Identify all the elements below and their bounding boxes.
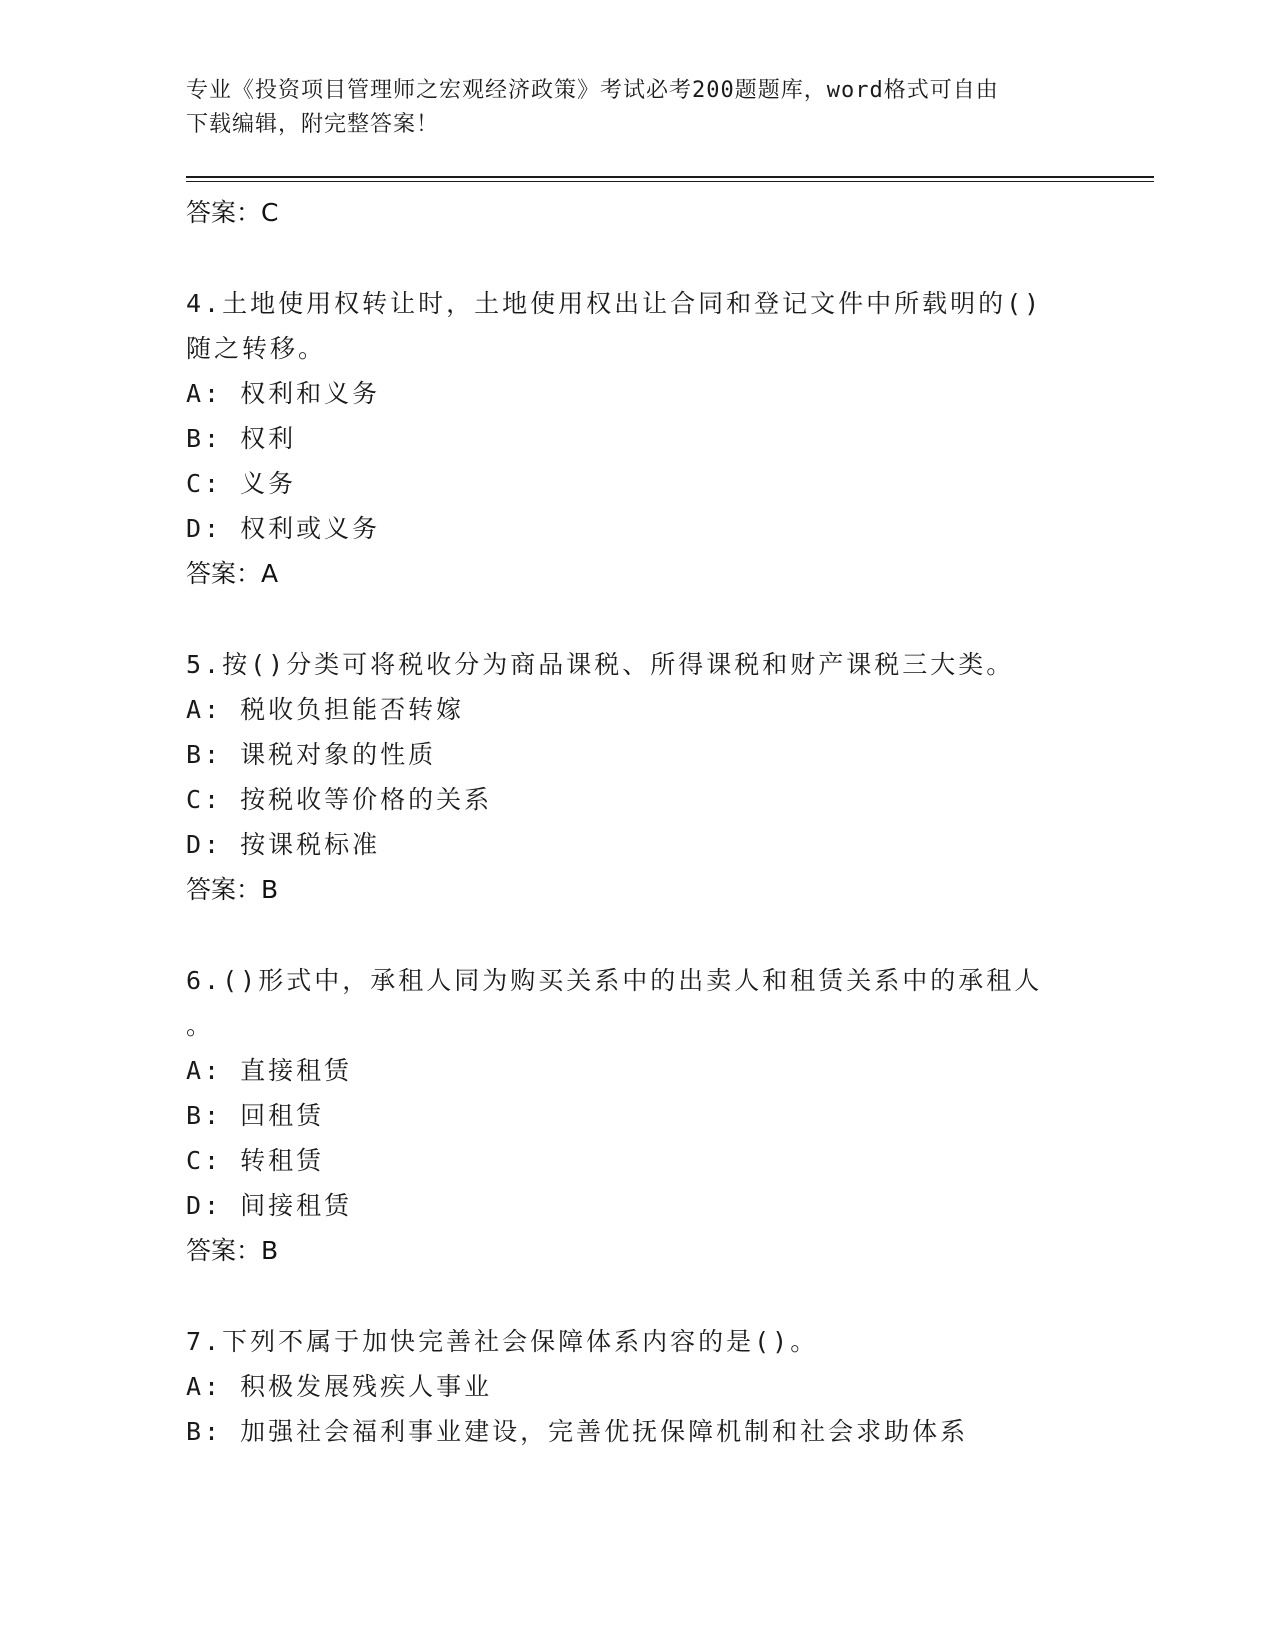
option-c: C: 转租赁	[186, 1146, 325, 1175]
question-4	[186, 281, 1086, 597]
answer: 答案：A	[186, 559, 279, 588]
question-stem	[186, 958, 1086, 1048]
question-stem	[186, 642, 1086, 687]
option-d: D: 权利或义务	[186, 514, 381, 543]
question-stem	[186, 1319, 1086, 1364]
option-c: C: 义务	[186, 469, 297, 498]
header-divider-thin	[186, 181, 1154, 182]
header-divider-thick	[186, 176, 1154, 178]
option-d: D: 间接租赁	[186, 1191, 353, 1220]
document-header	[186, 74, 1086, 142]
answer: 答案：B	[186, 875, 279, 904]
question-spacer	[186, 1274, 1086, 1319]
header-line-2: 下载编辑，附完整答案！	[186, 112, 440, 137]
stem-line: 随之转移。	[186, 334, 327, 363]
option-c: C: 按税收等价格的关系	[186, 785, 493, 814]
question-spacer	[186, 597, 1086, 642]
option-a: A: 直接租赁	[186, 1056, 353, 1085]
question-stem	[186, 281, 1086, 371]
option-b: B: 加强社会福利事业建设，完善优抚保障机制和社会求助体系	[186, 1417, 969, 1446]
option-b: B: 课税对象的性质	[186, 740, 437, 769]
question-list	[186, 190, 1086, 1454]
stem-line: 4.土地使用权转让时，土地使用权出让合同和登记文件中所载明的()	[186, 289, 1043, 318]
question-spacer	[186, 236, 1086, 281]
stem-line: 5.按()分类可将税收分为商品课税、所得课税和财产课税三大类。	[186, 650, 1015, 679]
question-6	[186, 958, 1086, 1274]
stem-line: 6.()形式中，承租人同为购买关系中的出卖人和租赁关系中的承租人	[186, 966, 1043, 995]
option-a: A: 积极发展残疾人事业	[186, 1372, 493, 1401]
answer: 答案：B	[186, 1236, 279, 1265]
question-5	[186, 642, 1086, 913]
stem-line: 。	[186, 1011, 215, 1040]
previous-answer: 答案：C	[186, 198, 279, 227]
option-a: A: 税收负担能否转嫁	[186, 695, 465, 724]
question-7	[186, 1319, 1086, 1454]
option-b: B: 回租赁	[186, 1101, 325, 1130]
header-line-1: 专业《投资项目管理师之宏观经济政策》考试必考200题题库，word格式可自由	[186, 78, 999, 103]
option-a: A: 权利和义务	[186, 379, 381, 408]
question-spacer	[186, 913, 1086, 958]
stem-line: 7.下列不属于加快完善社会保障体系内容的是()。	[186, 1327, 819, 1356]
option-d: D: 按课税标准	[186, 830, 381, 859]
option-b: B: 权利	[186, 424, 297, 453]
